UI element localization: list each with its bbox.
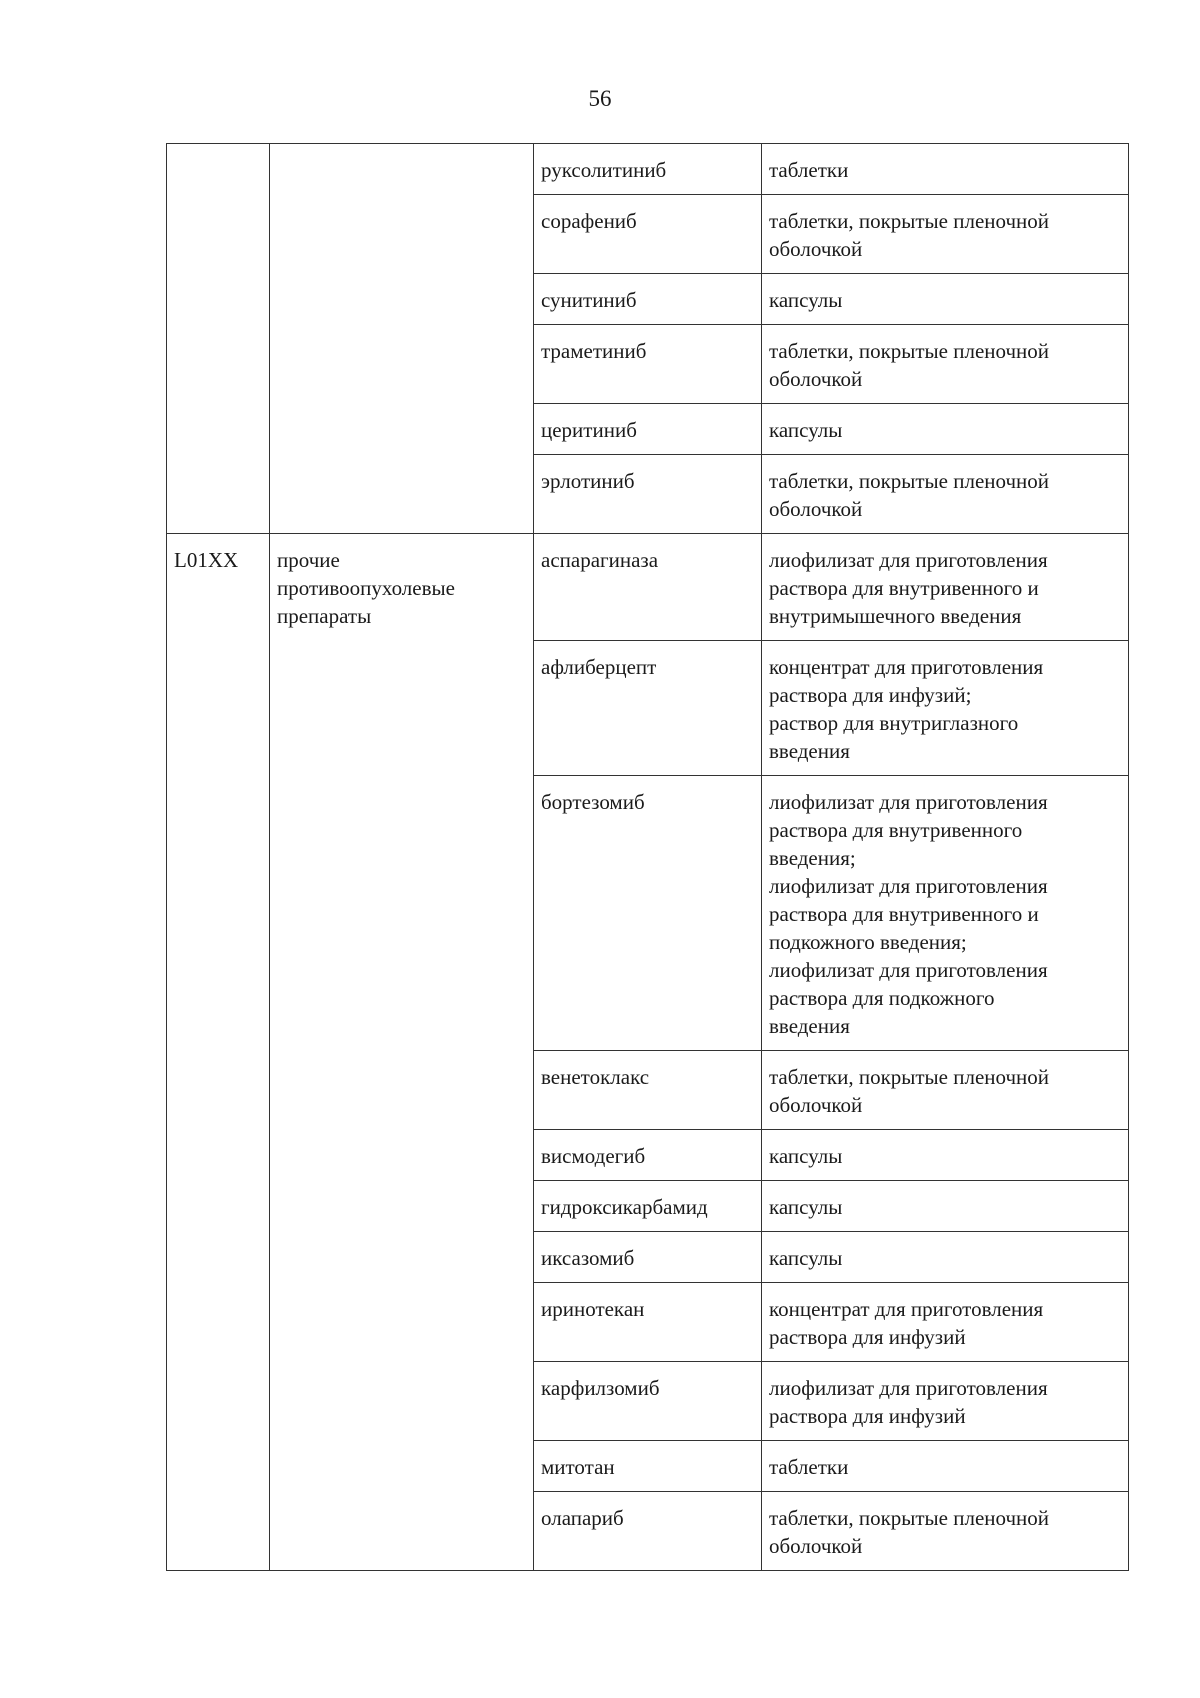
dosage-form-cell: концентрат для приготовления раствора для инфузий; раствор для внутриглазного введения — [762, 641, 1129, 776]
dosage-form-cell: таблетки, покрытые пленочной оболочкой — [762, 195, 1129, 274]
drug-name-cell: карфилзомиб — [534, 1362, 762, 1441]
page-number: 56 — [588, 86, 612, 111]
drug-name-cell: афлиберцепт — [534, 641, 762, 776]
drug-name-cell: эрлотиниб — [534, 455, 762, 534]
atc-group-name-cell: прочие противоопухолевые препараты — [270, 534, 534, 1571]
atc-code-cell — [167, 144, 270, 534]
dosage-form-cell: таблетки, покрытые пленочной оболочкой — [762, 455, 1129, 534]
dosage-form-cell: таблетки, покрытые пленочной оболочкой — [762, 1051, 1129, 1130]
drug-name-cell: сорафениб — [534, 195, 762, 274]
dosage-form-cell: капсулы — [762, 1181, 1129, 1232]
drug-name-cell: аспарагиназа — [534, 534, 762, 641]
drug-name-cell: иринотекан — [534, 1283, 762, 1362]
dosage-form-cell: лиофилизат для приготовления раствора для внутривенного и внутримышечного введения — [762, 534, 1129, 641]
drug-name-cell: бортезомиб — [534, 776, 762, 1051]
dosage-form-cell: таблетки — [762, 1441, 1129, 1492]
dosage-form-cell: капсулы — [762, 1130, 1129, 1181]
drug-table — [166, 143, 1129, 1571]
dosage-form-cell: таблетки, покрытые пленочной оболочкой — [762, 325, 1129, 404]
drug-name-cell: церитиниб — [534, 404, 762, 455]
table-row — [167, 144, 1129, 195]
drug-name-cell: гидроксикарбамид — [534, 1181, 762, 1232]
atc-code-cell: L01XX — [167, 534, 270, 1571]
drug-table-body — [167, 144, 1129, 1571]
drug-name-cell: венетоклакс — [534, 1051, 762, 1130]
drug-name-cell: иксазомиб — [534, 1232, 762, 1283]
dosage-form-cell: капсулы — [762, 274, 1129, 325]
drug-name-cell: висмодегиб — [534, 1130, 762, 1181]
drug-name-cell: олапариб — [534, 1492, 762, 1571]
table-row — [167, 534, 1129, 641]
dosage-form-cell: таблетки, покрытые пленочной оболочкой — [762, 1492, 1129, 1571]
dosage-form-cell: лиофилизат для приготовления раствора для инфузий — [762, 1362, 1129, 1441]
drug-name-cell: траметиниб — [534, 325, 762, 404]
dosage-form-cell: таблетки — [762, 144, 1129, 195]
dosage-form-cell: капсулы — [762, 1232, 1129, 1283]
atc-group-name-cell — [270, 144, 534, 534]
drug-name-cell: руксолитиниб — [534, 144, 762, 195]
dosage-form-cell: концентрат для приготовления раствора для инфузий — [762, 1283, 1129, 1362]
drug-name-cell: митотан — [534, 1441, 762, 1492]
dosage-form-cell: капсулы — [762, 404, 1129, 455]
drug-name-cell: сунитиниб — [534, 274, 762, 325]
dosage-form-cell: лиофилизат для приготовления раствора для внутривенного введения; лиофилизат для приготовления раствора для внутривенного и подкожного введения; лиофилизат для приготовления раствора для подкожного введения — [762, 776, 1129, 1051]
